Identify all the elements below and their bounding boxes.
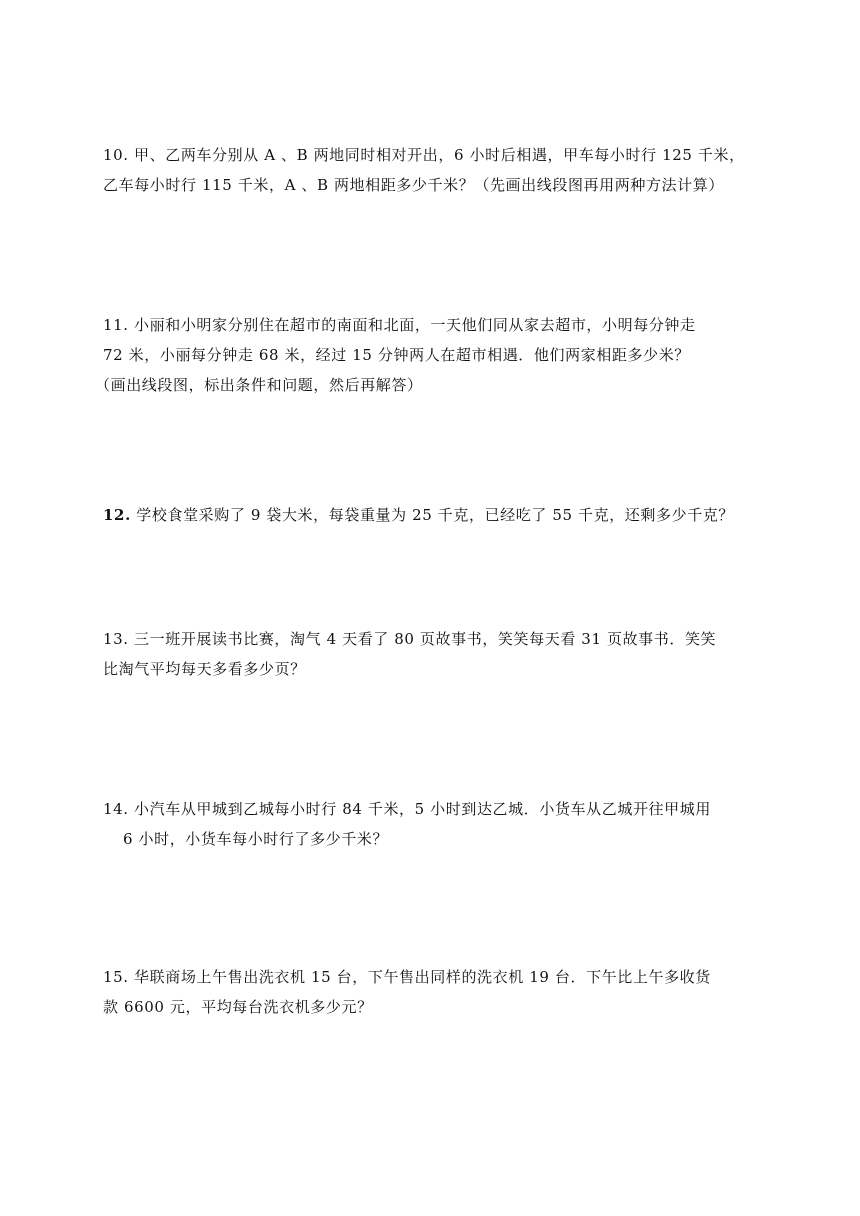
problem-11-line-3: （画出线段图，标出条件和问题，然后再解答） — [95, 376, 423, 394]
problem-12 — [103, 500, 763, 530]
problem-12-line-1 — [103, 500, 763, 530]
problem-10-line-2: 乙车每小时行 115 千米，A 、B 两地相距多少千米？（先画出线段图再用两种方法计算） — [103, 176, 724, 194]
problem-13 — [103, 624, 763, 684]
problem-13-line-2: 比淘气平均每天多看多少页？ — [103, 660, 306, 678]
problem-15-line-2: 款 6600 元，平均每台洗衣机多少元？ — [103, 998, 373, 1016]
problem-11-line-1: 11. 小丽和小明家分别住在超市的南面和北面，一天他们同从家去超市，小明每分钟走 — [103, 316, 696, 334]
problem-15 — [103, 962, 763, 1022]
problem-11-line-2: 72 米，小丽每分钟走 68 米，经过 15 分钟两人在超市相遇．他们两家相距多少米？ — [103, 346, 690, 364]
problem-14 — [103, 794, 763, 854]
problem-11 — [95, 310, 763, 400]
problem-13-line-1: 13. 三一班开展读书比赛，淘气 4 天看了 80 页故事书，笑笑每天看 31 页故事书．笑笑 — [103, 630, 717, 648]
problem-12-text: 学校食堂采购了 9 袋大米，每袋重量为 25 千克，已经吃了 55 千克，还剩多少千克？ — [130, 506, 735, 524]
problem-14-line-1: 14. 小汽车从甲城到乙城每小时行 84 千米，5 小时到达乙城．小货车从乙城开往甲城用 — [103, 800, 711, 818]
problem-12-number: 12. — [103, 506, 131, 524]
problem-10-line-1: 10. 甲、乙两车分别从 A 、B 两地同时相对开出，6 小时后相遇，甲车每小时行 125 千米， — [103, 146, 745, 164]
problem-15-line-1: 15. 华联商场上午售出洗衣机 15 台，下午售出同样的洗衣机 19 台．下午比上午多收货 — [103, 968, 711, 986]
problem-14-line-2: 6 小时，小货车每小时行了多少千米？ — [123, 830, 389, 848]
problem-10 — [103, 140, 763, 200]
